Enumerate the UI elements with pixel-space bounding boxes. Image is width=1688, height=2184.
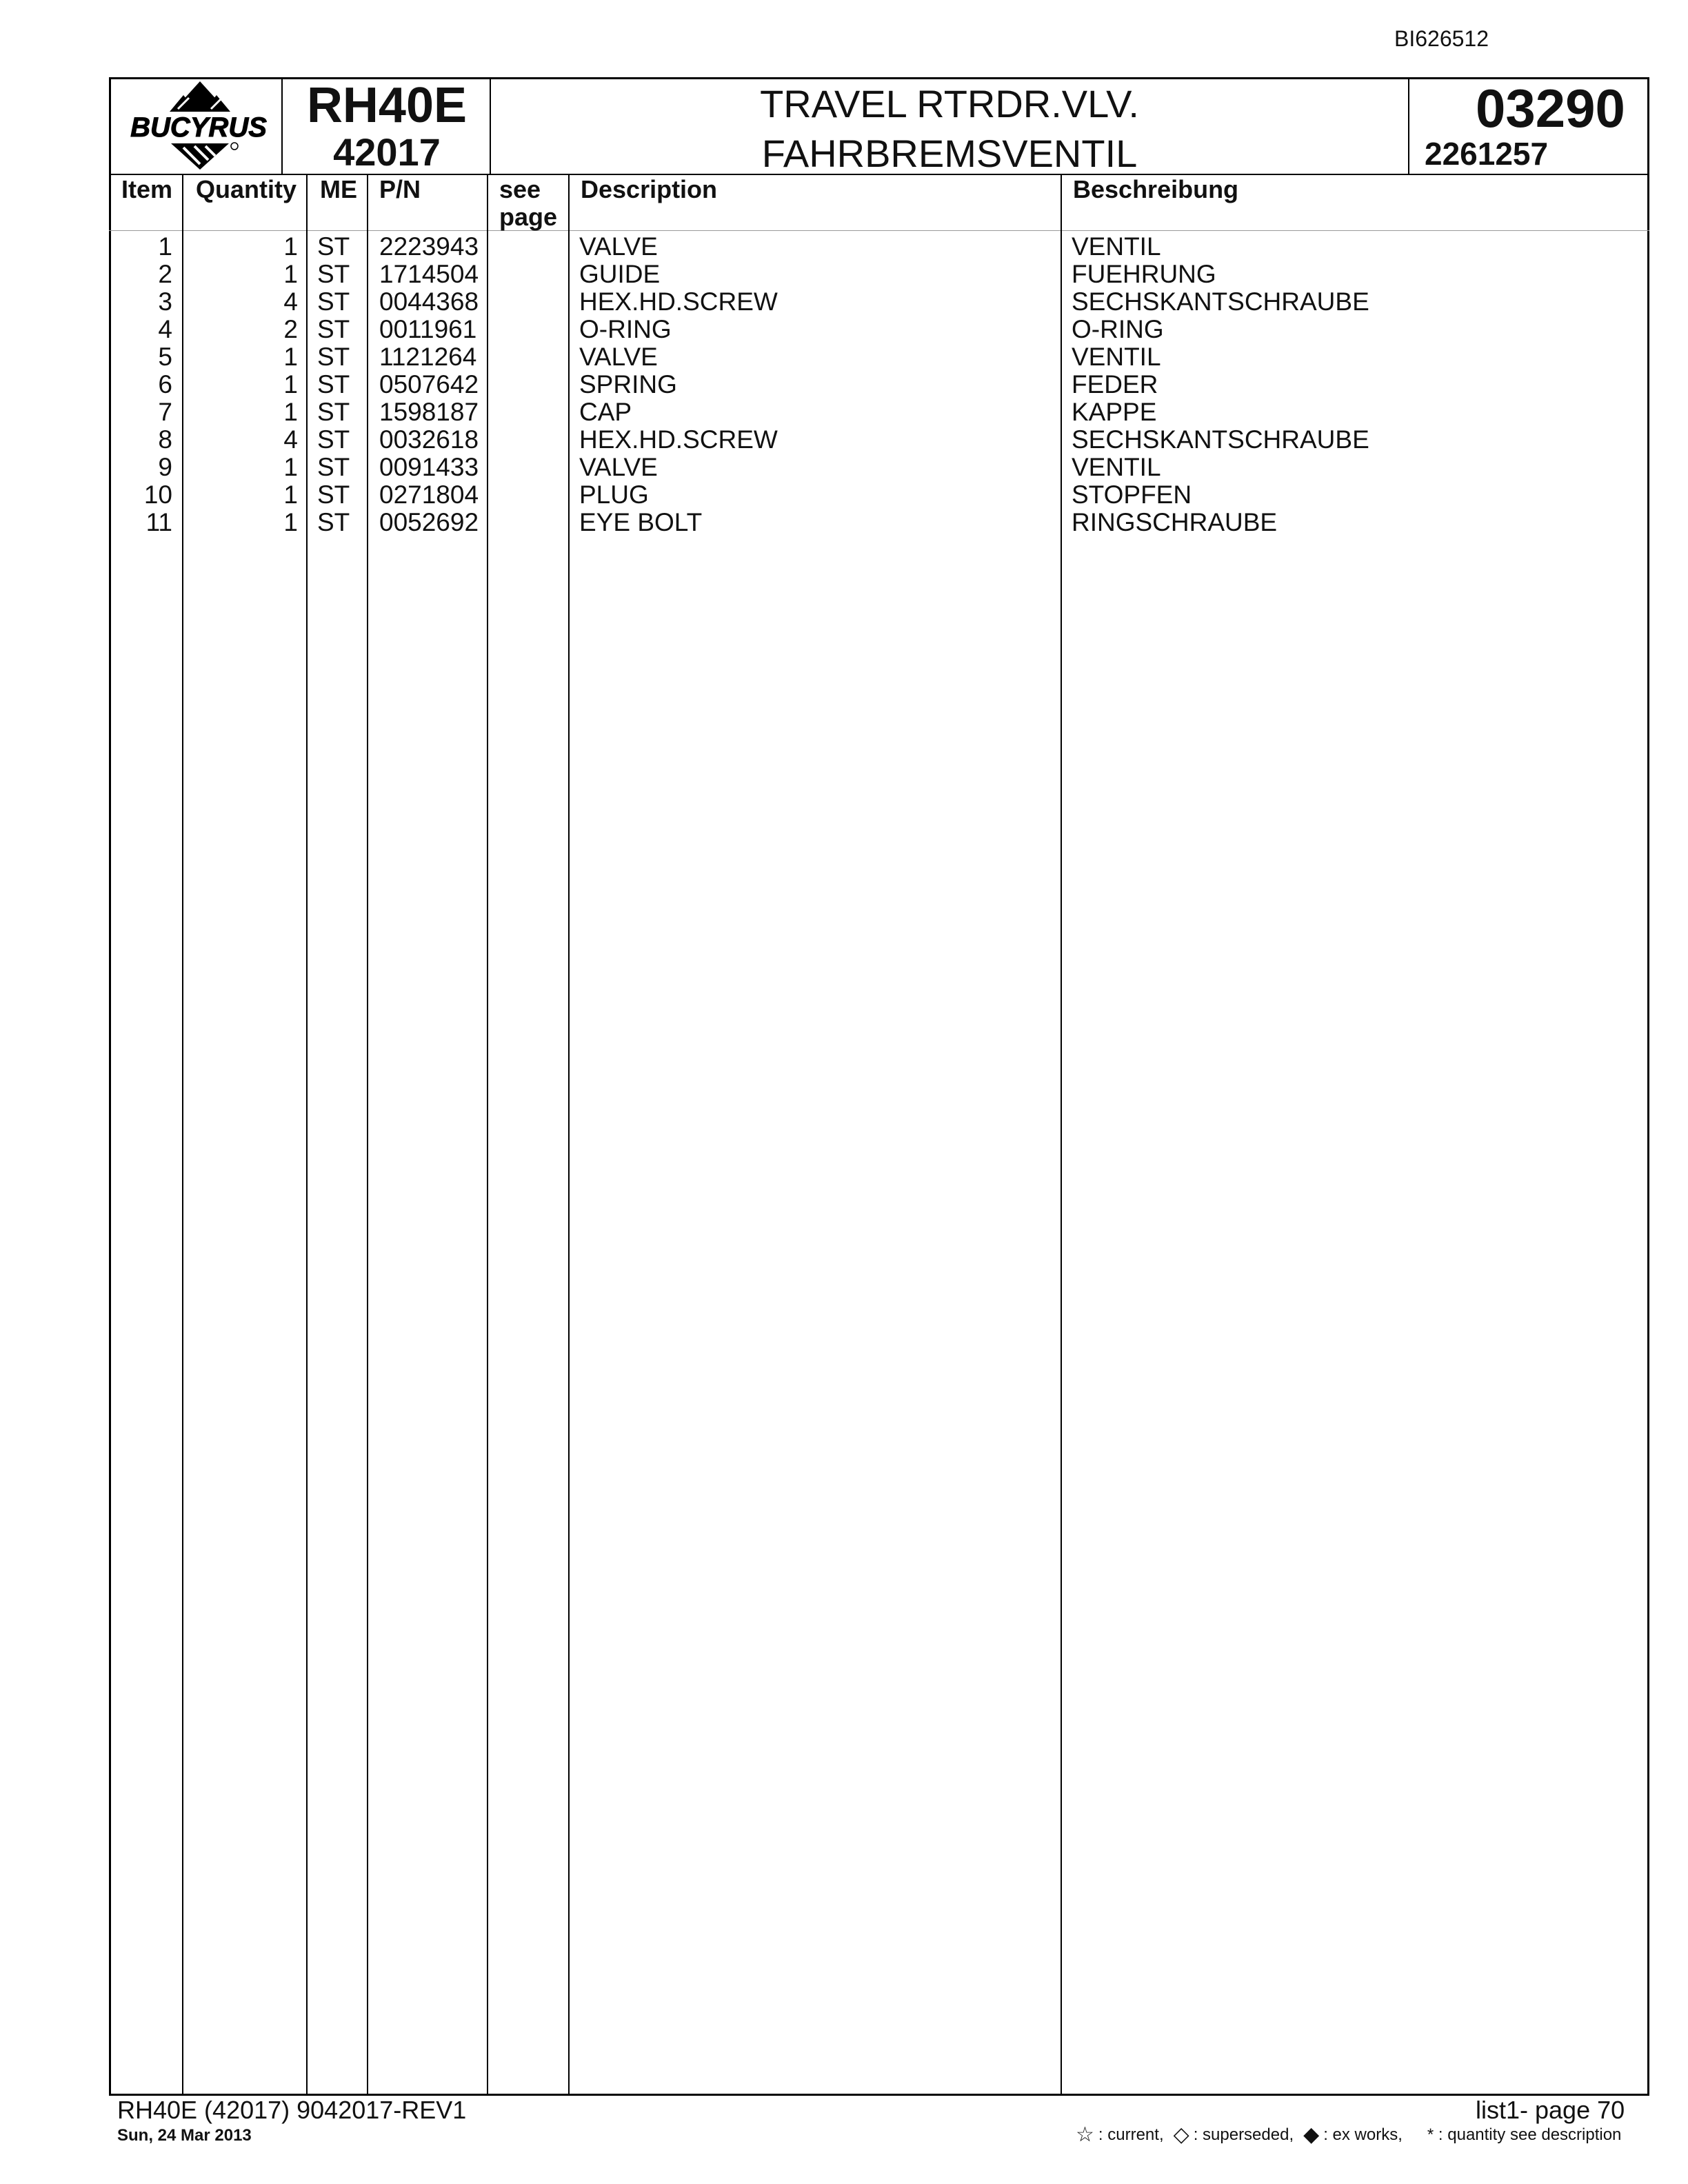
cell-me: ST (317, 370, 350, 398)
cell-item: 10 (143, 481, 172, 509)
footer-date: Sun, 24 Mar 2013 (117, 2126, 252, 2145)
title-german: FAHRBREMSVENTIL (761, 132, 1138, 175)
table-row (0, 343, 1688, 371)
cell-quantity: 1 (283, 370, 298, 398)
cell-me: ST (317, 315, 350, 343)
group-number: 03290 (1476, 78, 1625, 139)
table-row (0, 371, 1688, 398)
cell-pn: 0044368 (379, 287, 479, 316)
col-header-see: see (499, 175, 541, 203)
cell-item: 7 (158, 398, 172, 426)
cell-beschreibung: VENTIL (1072, 232, 1161, 261)
cell-description: VALVE (579, 232, 658, 261)
bucyrus-logo (117, 77, 283, 174)
table-row (0, 426, 1688, 454)
cell-item: 9 (158, 453, 172, 481)
table-row (0, 233, 1688, 261)
cell-quantity: 1 (283, 508, 298, 536)
table-row (0, 261, 1688, 288)
cell-quantity: 1 (283, 260, 298, 288)
col-header-me: ME (320, 175, 357, 203)
cell-description: HEX.HD.SCREW (579, 425, 778, 454)
cell-item: 8 (158, 425, 172, 454)
cell-description: O-RING (579, 315, 672, 343)
table-row (0, 509, 1688, 536)
cell-pn: 1121264 (379, 343, 477, 371)
diamond-outline-icon: ◇ (1173, 2123, 1189, 2146)
cell-description: GUIDE (579, 260, 661, 288)
cell-beschreibung: STOPFEN (1072, 481, 1192, 509)
table-row (0, 454, 1688, 481)
cell-beschreibung: O-RING (1072, 315, 1164, 343)
cell-beschreibung: VENTIL (1072, 343, 1161, 371)
cell-quantity: 4 (283, 287, 298, 316)
legend-ex-works: : ex works, (1323, 2125, 1403, 2144)
cell-quantity: 4 (283, 425, 298, 454)
table-row (0, 288, 1688, 316)
cell-pn: 0271804 (379, 481, 479, 509)
cell-me: ST (317, 343, 350, 371)
legend-current: : current, (1098, 2125, 1164, 2144)
cell-me: ST (317, 508, 350, 536)
cell-pn: 1714504 (379, 260, 479, 288)
cell-item: 3 (158, 287, 172, 316)
cell-beschreibung: SECHSKANTSCHRAUBE (1072, 425, 1369, 454)
diamond-filled-icon: ◆ (1303, 2123, 1320, 2146)
col-header-description: Description (581, 175, 718, 203)
legend-quantity-note: * : quantity see description (1427, 2125, 1622, 2144)
cell-pn: 0052692 (379, 508, 479, 536)
cell-quantity: 1 (283, 232, 298, 261)
cell-quantity: 1 (283, 343, 298, 371)
cell-pn: 0032618 (379, 425, 479, 454)
cell-pn: 0507642 (379, 370, 479, 398)
cell-me: ST (317, 398, 350, 426)
cell-quantity: 1 (283, 481, 298, 509)
cell-me: ST (317, 481, 350, 509)
cell-item: 11 (145, 508, 172, 536)
svg-text:BUCYRUS: BUCYRUS (130, 112, 267, 143)
cell-beschreibung: KAPPE (1072, 398, 1157, 426)
cell-item: 1 (158, 232, 172, 261)
footer-page-number: list1- page 70 (1476, 2096, 1625, 2124)
cell-pn: 0011961 (379, 315, 477, 343)
document-id: BI626512 (1394, 26, 1489, 51)
cell-beschreibung: VENTIL (1072, 453, 1161, 481)
cell-description: PLUG (579, 481, 649, 509)
col-header-page: page (499, 203, 558, 231)
cell-me: ST (317, 287, 350, 316)
serial-number: 42017 (333, 130, 441, 174)
cell-pn: 1598187 (379, 398, 479, 426)
cell-quantity: 2 (283, 315, 298, 343)
footer-document-ref: RH40E (42017) 9042017-REV1 (117, 2096, 467, 2124)
cell-quantity: 1 (283, 453, 298, 481)
group-part-number: 2261257 (1425, 136, 1549, 172)
cell-item: 4 (158, 315, 172, 343)
cell-me: ST (317, 425, 350, 454)
col-header-pn: P/N (379, 175, 421, 203)
cell-description: VALVE (579, 453, 658, 481)
model-number: RH40E (306, 78, 468, 133)
col-header-beschreibung: Beschreibung (1073, 175, 1239, 203)
legend-superseded: : superseded, (1193, 2125, 1294, 2144)
cell-description: HEX.HD.SCREW (579, 287, 778, 316)
col-header-item: Item (121, 175, 173, 203)
footer-legend (1076, 2125, 1621, 2145)
cell-me: ST (317, 232, 350, 261)
cell-description: VALVE (579, 343, 658, 371)
cell-beschreibung: FEDER (1072, 370, 1158, 398)
title-english: TRAVEL RTRDR.VLV. (760, 82, 1139, 125)
cell-item: 6 (158, 370, 172, 398)
cell-beschreibung: FUEHRUNG (1072, 260, 1216, 288)
table-row (0, 481, 1688, 509)
col-header-see-page (499, 176, 557, 231)
cell-me: ST (317, 260, 350, 288)
bucyrus-logo-mark (117, 77, 283, 174)
cell-beschreibung: SECHSKANTSCHRAUBE (1072, 287, 1369, 316)
col-header-quantity: Quantity (196, 175, 297, 203)
table-row (0, 398, 1688, 426)
cell-quantity: 1 (283, 398, 298, 426)
cell-me: ST (317, 453, 350, 481)
column-header-divider (109, 230, 1649, 231)
cell-pn: 0091433 (379, 453, 479, 481)
cell-pn: 2223943 (379, 232, 479, 261)
cell-item: 5 (158, 343, 172, 371)
cell-item: 2 (158, 260, 172, 288)
table-row (0, 316, 1688, 343)
star-outline-icon: ☆ (1076, 2123, 1094, 2146)
cell-description: CAP (579, 398, 632, 426)
cell-beschreibung: RINGSCHRAUBE (1072, 508, 1278, 536)
cell-description: EYE BOLT (579, 508, 703, 536)
cell-description: SPRING (579, 370, 677, 398)
